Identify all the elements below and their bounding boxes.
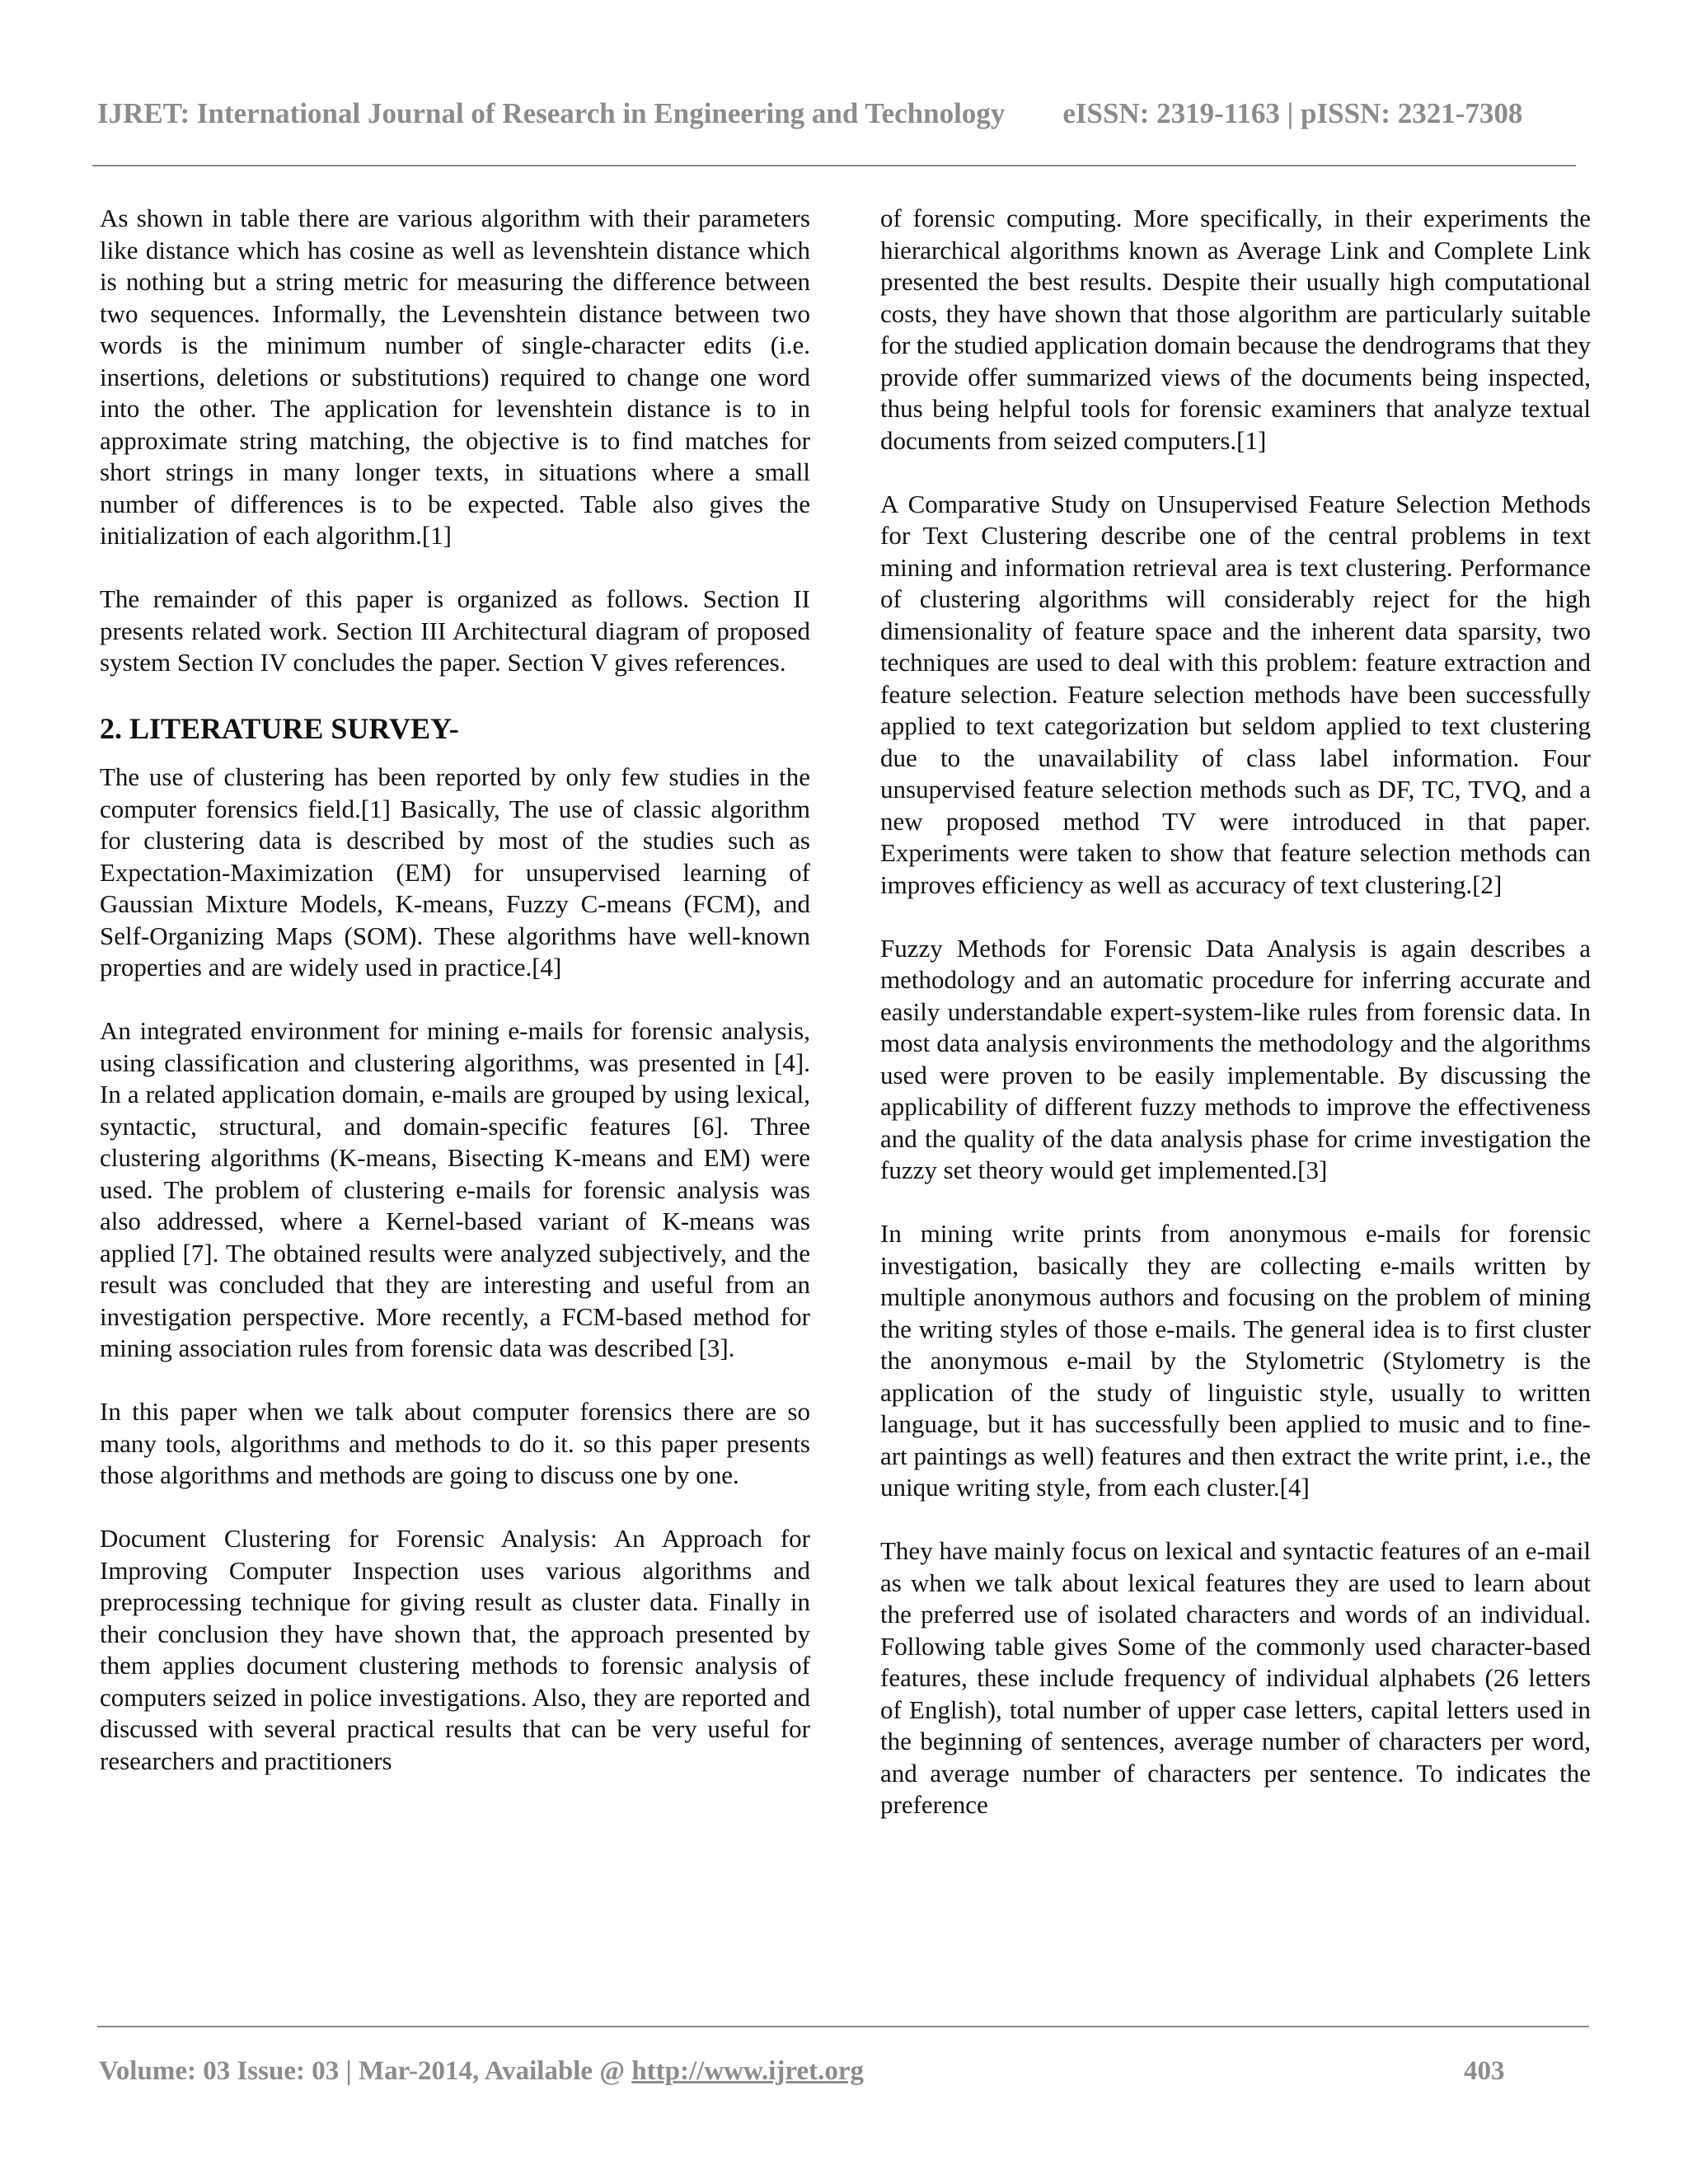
paragraph: An integrated environment for mining e-mails for forensic analysis, using classification and clustering algorithms, was presented in [4]. In a related application domain, e-mails are grouped by using lexical, syntactic, structural, and domain-specific features [6]. Three clustering algorithms (K-means, Bisecting K-means and EM) were used. The problem of clustering e-mails for forensic analysis was also addressed, where a Kernel-based variant of K-means was applied [7]. The obtained results were analyzed subjectively, and the result was concluded that they are interesting and useful from an investigation perspective. More recently, a FCM-based method for mining association rules from forensic data was described [3].: [100, 1016, 810, 1362]
paragraph: A Comparative Study on Unsupervised Feature Selection Methods for Text Clustering describe one of the central problems in text mining and information retrieval area is text clustering. Performance of clustering algorithms will considerably reject for the high dimensionality of feature space and the inherent data sparsity, two techniques are used to deal with this problem: feature extraction and feature selection. Feature selection methods have been successfully applied to text categorization but seldom applied to text clustering due to the unavailability of class label information. Four unsupervised feature selection methods such as DF, TC, TVQ, and a new proposed method TV were introduced in that paper. Experiments were taken to show that feature selection methods can improves efficiency as well as accuracy of text clustering.[2]: [880, 489, 1591, 899]
journal-title: IJRET: International Journal of Research in Engineering and Technology: [97, 97, 1006, 129]
right-column: [880, 203, 1591, 1853]
paragraph: Document Clustering for Forensic Analysis: An Approach for Improving Computer Inspection uses various algorithms and preprocessing technique for giving result as cluster data. Finally in their conclusion they have shown that, the approach presented by them applies document clustering methods to forensic analysis of computers seized in police investigations. Also, they are reported and discussed with several practical results that can be very useful for researchers and practitioners: [100, 1524, 810, 1775]
paragraph: The use of clustering has been reported by only few studies in the computer forensics field.[1] Basically, The use of classic algorithm for clustering data is described by most of the studies such as Expectation-Maximization (EM) for unsupervised learning of Gaussian Mixture Models, K-means, Fuzzy C-means (FCM), and Self-Organizing Maps (SOM). These algorithms have well-known properties and are widely used in practice.[4]: [100, 762, 810, 982]
paragraph: As shown in table there are various algorithm with their parameters like distance which has cosine as well as levenshtein distance which is nothing but a string metric for measuring the difference between two sequences. Informally, the Levenshtein distance between two words is the minimum number of single-character edits (i.e. insertions, deletions or substitutions) required to change one word into the other. The application for levenshtein distance is to in approximate string matching, the objective is to find matches for short strings in many longer texts, in situations where a small number of differences is to be expected. Table also gives the initialization of each algorithm.[1]: [100, 204, 810, 550]
page-number: 403: [1464, 2056, 1505, 2086]
paragraph: The remainder of this paper is organized as follows. Section II presents related work. Section III Architectural diagram of proposed system Section IV concludes the paper. Section V gives references.: [100, 584, 810, 677]
issn-info: eISSN: 2319-1163 | pISSN: 2321-7308: [1062, 97, 1523, 129]
paragraph: In mining write prints from anonymous e-mails for forensic investigation, basically they are collecting e-mails written by multiple anonymous authors and focusing on the problem of mining the writing styles of those e-mails. The general idea is to first cluster the anonymous e-mail by the Stylometric (Stylometry is the application of the study of linguistic style, usually to written language, but it has successfully been applied to music and to fine-art paintings as well) features and then extract the write print, i.e., the unique writing style, from each cluster.[4]: [880, 1219, 1591, 1502]
paragraph: of forensic computing. More specifically, in their experiments the hierarchical algorithms known as Average Link and Complete Link presented the best results. Despite their usually high computational costs, they have shown that those algorithm are particularly suitable for the studied application domain because the dendrograms that they provide offer summarized views of the documents being inspected, thus being helpful tools for forensic examiners that analyze textual documents from seized computers.[1]: [880, 204, 1591, 455]
paragraph: They have mainly focus on lexical and syntactic features of an e-mail as when we talk about lexical features they are used to learn about the preferred use of isolated characters and words of an individual. Following table gives Some of the commonly used character-based features, these include frequency of individual alphabets (26 letters of English), total number of upper case letters, capital letters used in the beginning of sentences, average number of characters per word, and average number of characters per sentence. To indicates the preference: [880, 1536, 1591, 1819]
header-divider: [92, 165, 1576, 166]
journal-link[interactable]: http://www.ijret.org: [631, 2056, 864, 2086]
paragraph: In this paper when we talk about computer forensics there are so many tools, algorithms and methods to do it. so this paper presents those algorithms and methods are going to discuss one by one.: [100, 1397, 810, 1489]
section-heading: 2. LITERATURE SURVEY-: [100, 712, 459, 745]
volume-info: Volume: 03 Issue: 03 | Mar-2014, Available @: [99, 2056, 632, 2086]
running-footer: [99, 2056, 1505, 2087]
paragraph: Fuzzy Methods for Forensic Data Analysis is again describes a methodology and an automatic procedure for inferring accurate and easily understandable expert-system-like rules from forensic data. In most data analysis environments the methodology and the algorithms used were proven to be easily implementable. By discussing the applicability of different fuzzy methods to improve the effectiveness and the quality of the data analysis phase for crime investigation the fuzzy set theory would get implemented.[3]: [880, 933, 1591, 1184]
footer-divider: [97, 2026, 1589, 2027]
left-column: [100, 203, 810, 1809]
running-header: [97, 97, 1564, 130]
